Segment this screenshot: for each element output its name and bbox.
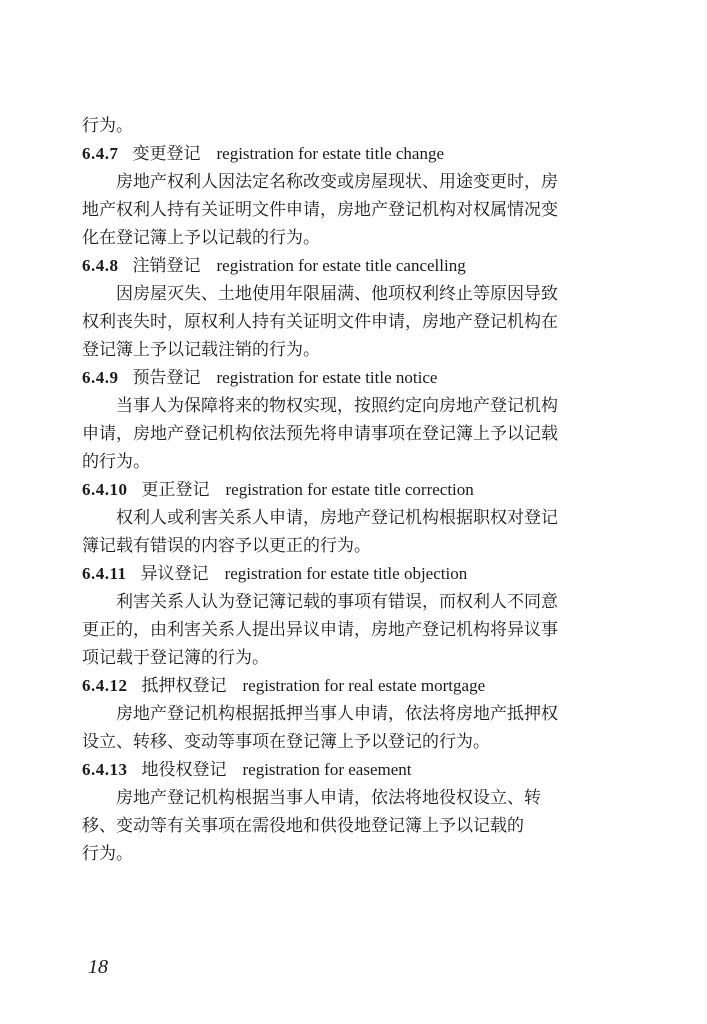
continuation-line: 行为。	[82, 116, 133, 136]
term-english: registration for estate title change	[216, 144, 445, 163]
term-heading	[82, 252, 630, 280]
term-chinese: 抵押权登记	[141, 676, 227, 696]
definition-line: 房地产登记机构根据当事人申请，依法将地役权设立、转	[116, 788, 541, 808]
term-english: registration for real estate mortgage	[242, 676, 486, 695]
term-entry	[82, 140, 630, 252]
definition-line: 化在登记簿上予以记载的行为。	[82, 228, 320, 248]
clause-number: 6.4.11	[82, 564, 127, 583]
clause-number: 6.4.9	[82, 368, 119, 387]
definition-line: 地产权利人持有关证明文件申请，房地产登记机构对权属情况变	[82, 200, 558, 220]
definition-line: 登记簿上予以记载注销的行为。	[82, 340, 320, 360]
term-english: registration for easement	[242, 760, 412, 779]
definition-line: 设立、转移、变动等事项在登记簿上予以登记的行为。	[82, 732, 490, 752]
term-entry	[82, 476, 630, 560]
definition-line: 权利人或利害关系人申请，房地产登记机构根据职权对登记	[116, 508, 558, 528]
term-heading	[82, 672, 630, 700]
term-heading	[82, 140, 630, 168]
term-chinese: 预告登记	[132, 368, 201, 388]
clause-number: 6.4.10	[82, 480, 128, 499]
term-chinese: 变更登记	[132, 144, 201, 164]
term-heading	[82, 756, 630, 784]
definition-line: 当事人为保障将来的物权实现，按照约定向房地产登记机构	[116, 396, 558, 416]
term-english: registration for estate title objection	[224, 564, 468, 583]
term-chinese: 注销登记	[132, 256, 201, 276]
term-entry	[82, 560, 630, 672]
term-heading	[82, 560, 630, 588]
clause-number: 6.4.8	[82, 256, 119, 275]
definition-line: 行为。	[82, 844, 133, 864]
definition-line: 移、变动等有关事项在需役地和供役地登记簿上予以记载的	[82, 816, 524, 836]
term-heading	[82, 476, 630, 504]
term-entries	[82, 140, 630, 868]
term-entry	[82, 672, 630, 756]
term-entry	[82, 252, 630, 364]
definition-line: 利害关系人认为登记簿记载的事项有错误，而权利人不同意	[116, 592, 558, 612]
page-body	[82, 112, 630, 868]
definition-line: 因房屋灭失、土地使用年限届满、他项权利终止等原因导致	[116, 284, 558, 304]
term-chinese: 更正登记	[141, 480, 210, 500]
term-entry	[82, 364, 630, 476]
clause-number: 6.4.13	[82, 760, 128, 779]
definition-line: 簿记载有错误的内容予以更正的行为。	[82, 536, 371, 556]
definition-line: 权利丧失时，原权利人持有关证明文件申请，房地产登记机构在	[82, 312, 558, 332]
term-chinese: 异议登记	[140, 564, 209, 584]
term-chinese: 地役权登记	[141, 760, 227, 780]
definition-line: 房地产登记机构根据抵押当事人申请，依法将房地产抵押权	[116, 704, 558, 724]
page-number: 18	[88, 956, 108, 978]
term-english: registration for estate title notice	[216, 368, 438, 387]
term-english: registration for estate title cancelling	[216, 256, 466, 275]
definition-line: 项记载于登记簿的行为。	[82, 648, 269, 668]
definition-line: 更正的，由利害关系人提出异议申请，房地产登记机构将异议事	[82, 620, 558, 640]
clause-number: 6.4.12	[82, 676, 128, 695]
clause-number: 6.4.7	[82, 144, 119, 163]
definition-line: 申请，房地产登记机构依法预先将申请事项在登记簿上予以记载	[82, 424, 558, 444]
term-entry	[82, 756, 630, 868]
definition-line: 的行为。	[82, 452, 150, 472]
term-heading	[82, 364, 630, 392]
definition-line: 房地产权利人因法定名称改变或房屋现状、用途变更时，房	[116, 172, 558, 192]
term-english: registration for estate title correction	[225, 480, 474, 499]
